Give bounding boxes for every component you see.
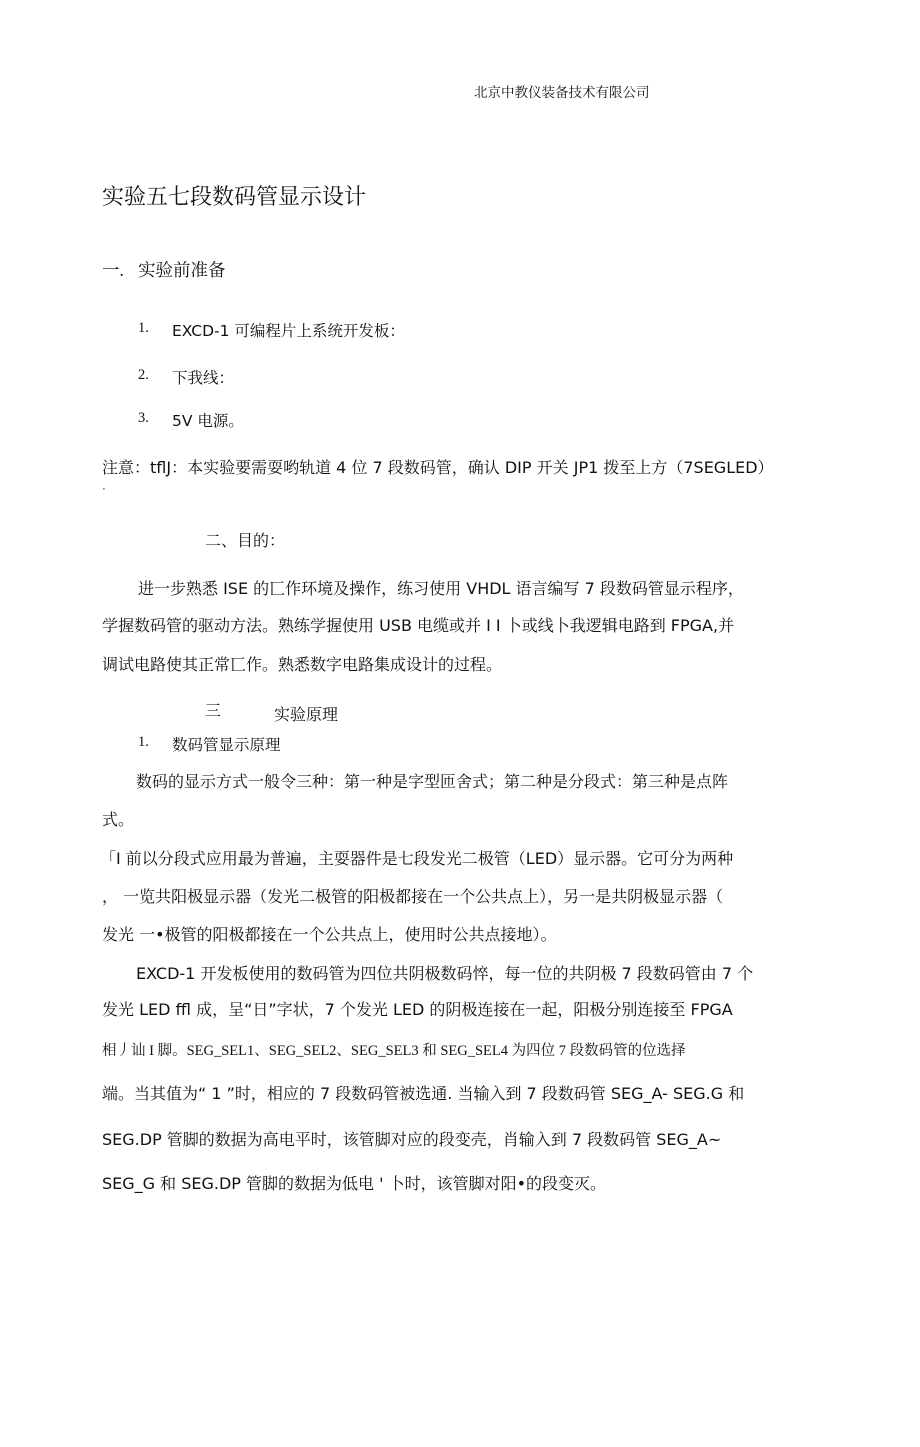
list-item-text: 5V 电源。 [172, 412, 244, 430]
paragraph-line: 学握数码管的驱动方法。熟练学握使用 USB 电缆或并 I I 卜或线卜我逻辑电路到 FPGA,并 [102, 616, 735, 635]
sub-heading-number: 1. [138, 734, 149, 750]
sub-heading-text: 数码管显示原理 [172, 736, 281, 754]
paragraph-line: EXCD-1 开发板使用的数码管为四位共阴极数码悴，每一位的共阴极 7 段数码管由 7 个 [136, 964, 754, 983]
document-title: 实验五七段数码管显示设计 [102, 185, 367, 210]
section-1-title: 实验前准备 [138, 261, 226, 281]
paragraph-line: 数码的显示方式一般令三种：第一种是字型匝舍式；第二种是分段式：第三种是点阵 [136, 772, 729, 791]
paragraph-line: 端。当其值为“ 1 ”时，相应的 7 段数码管被选通. 当输入到 7 段数码管 SEG_A- SEG.G 和 [102, 1084, 745, 1103]
paragraph-line: 「I 前以分段式应用最为普遍，主耍器件是七段发光二极管（LED）显示器。它可分为两种 [100, 849, 734, 868]
paragraph-line: 相丿讪 I 脚。SEG_SEL1、SEG_SEL2、SEG_SEL3 和 SEG_SEL4 为四位 7 段数码管的位选择 [102, 1043, 686, 1059]
paragraph-line: 调试电路使其正常匸作。熟悉数字电路集成设计的过程。 [102, 655, 503, 674]
list-item-text: EXCD-1 可编程片上系统开发板： [172, 322, 405, 340]
list-item-number: 1. [138, 320, 149, 336]
list-item-text: 下我线： [172, 369, 235, 387]
paragraph-line: 式。 [102, 810, 135, 829]
paragraph-line: 发光 一•极管的阳极都接在一个公共点上，使用时公共点接地）。 [102, 925, 557, 944]
company-header: 北京中教仪装备技术有限公司 [474, 85, 650, 101]
list-item-number: 2. [138, 367, 149, 383]
section-1-heading [102, 257, 226, 282]
section-1-number: 一. [102, 260, 124, 280]
note-tail: · [102, 482, 106, 496]
paragraph-line: SEG_G 和 SEG.DP 管脚的数据为低电 ' 卜时，该管脚对阳•的段变灭。 [102, 1174, 607, 1193]
section-3-number: 三 [205, 701, 222, 720]
note-line: 注意：tflJ：本实验要需耍哟轨道 4 位 7 段数码管，确认 DIP 开关 JP1 拨至上方（7SEGLED） [102, 458, 774, 477]
section-3-title: 实验原理 [274, 705, 339, 724]
list-item-number: 3. [138, 410, 149, 426]
paragraph-line: ， 一览共阳极显示器（发光二极管的阳极都接在一个公共点上），另一是共阴极显示器（ [102, 887, 724, 906]
section-2-heading: 二、目的： [205, 531, 286, 550]
paragraph-line: 进一步熟悉 ISE 的匸作环境及操作，练习使用 VHDL 语言编写 7 段数码管显示程序， [138, 579, 744, 598]
paragraph-line: 发光 LED ffl 成，呈“日”字状，7 个发光 LED 的阴极连接在一起，阳极分别连接至 FPGA [102, 1000, 733, 1019]
paragraph-line: SEG.DP 管脚的数据为高电平时，该管脚对应的段变壳，肖输入到 7 段数码管 SEG_A~ [102, 1130, 722, 1149]
